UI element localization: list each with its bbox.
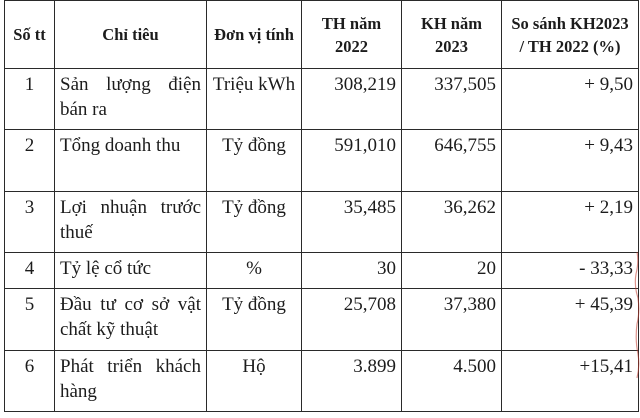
- table-row: [5, 191, 639, 252]
- row-indicator: Đầu tư cơ sở vật chất kỹ thuật: [55, 289, 207, 350]
- table-row: [5, 253, 639, 289]
- row-indicator: Lợi nhuận trước thuế: [55, 191, 207, 252]
- row-unit: %: [207, 253, 302, 289]
- row-kh-2023: 20: [402, 253, 502, 289]
- row-comparison: + 45,39: [502, 289, 639, 350]
- plan-table: [4, 0, 639, 412]
- row-comparison: + 9,50: [502, 69, 639, 130]
- row-indicator: Tỷ lệ cổ tức: [55, 253, 207, 289]
- row-comparison: + 2,19: [502, 191, 639, 252]
- row-kh-2023: 37,380: [402, 289, 502, 350]
- table-row: [5, 350, 639, 411]
- row-comparison: + 9,43: [502, 130, 639, 191]
- header-kh-2023: KH năm 2023: [402, 1, 502, 69]
- row-indicator: Tổng doanh thu: [55, 130, 207, 191]
- row-indicator: Sản lượng điện bán ra: [55, 69, 207, 130]
- row-stt: 5: [5, 289, 55, 350]
- row-comparison: - 33,33: [502, 253, 639, 289]
- row-unit: Hộ: [207, 350, 302, 411]
- header-th-2022: TH năm 2022: [302, 1, 402, 69]
- row-kh-2023: 337,505: [402, 69, 502, 130]
- row-stt: 2: [5, 130, 55, 191]
- row-unit: Tỷ đồng: [207, 130, 302, 191]
- row-indicator: Phát triển khách hàng: [55, 350, 207, 411]
- table-row: [5, 130, 639, 191]
- row-unit: Triệu kWh: [207, 69, 302, 130]
- row-th-2022: 591,010: [302, 130, 402, 191]
- row-stt: 3: [5, 191, 55, 252]
- header-comparison: So sánh KH2023 / TH 2022 (%): [502, 1, 639, 69]
- row-th-2022: 3.899: [302, 350, 402, 411]
- row-stt: 1: [5, 69, 55, 130]
- table-row: [5, 289, 639, 350]
- row-kh-2023: 4.500: [402, 350, 502, 411]
- row-unit: Tỷ đồng: [207, 289, 302, 350]
- row-kh-2023: 36,262: [402, 191, 502, 252]
- table-row: [5, 69, 639, 130]
- row-comparison: +15,41: [502, 350, 639, 411]
- header-indicator: Chỉ tiêu: [55, 1, 207, 69]
- row-stt: 6: [5, 350, 55, 411]
- row-th-2022: 30: [302, 253, 402, 289]
- handwritten-margin-marks: [634, 250, 640, 380]
- row-stt: 4: [5, 253, 55, 289]
- row-unit: Tỷ đồng: [207, 191, 302, 252]
- row-th-2022: 35,485: [302, 191, 402, 252]
- row-th-2022: 308,219: [302, 69, 402, 130]
- header-row: [5, 1, 639, 69]
- row-kh-2023: 646,755: [402, 130, 502, 191]
- header-stt: Số tt: [5, 1, 55, 69]
- header-unit: Đơn vị tính: [207, 1, 302, 69]
- row-th-2022: 25,708: [302, 289, 402, 350]
